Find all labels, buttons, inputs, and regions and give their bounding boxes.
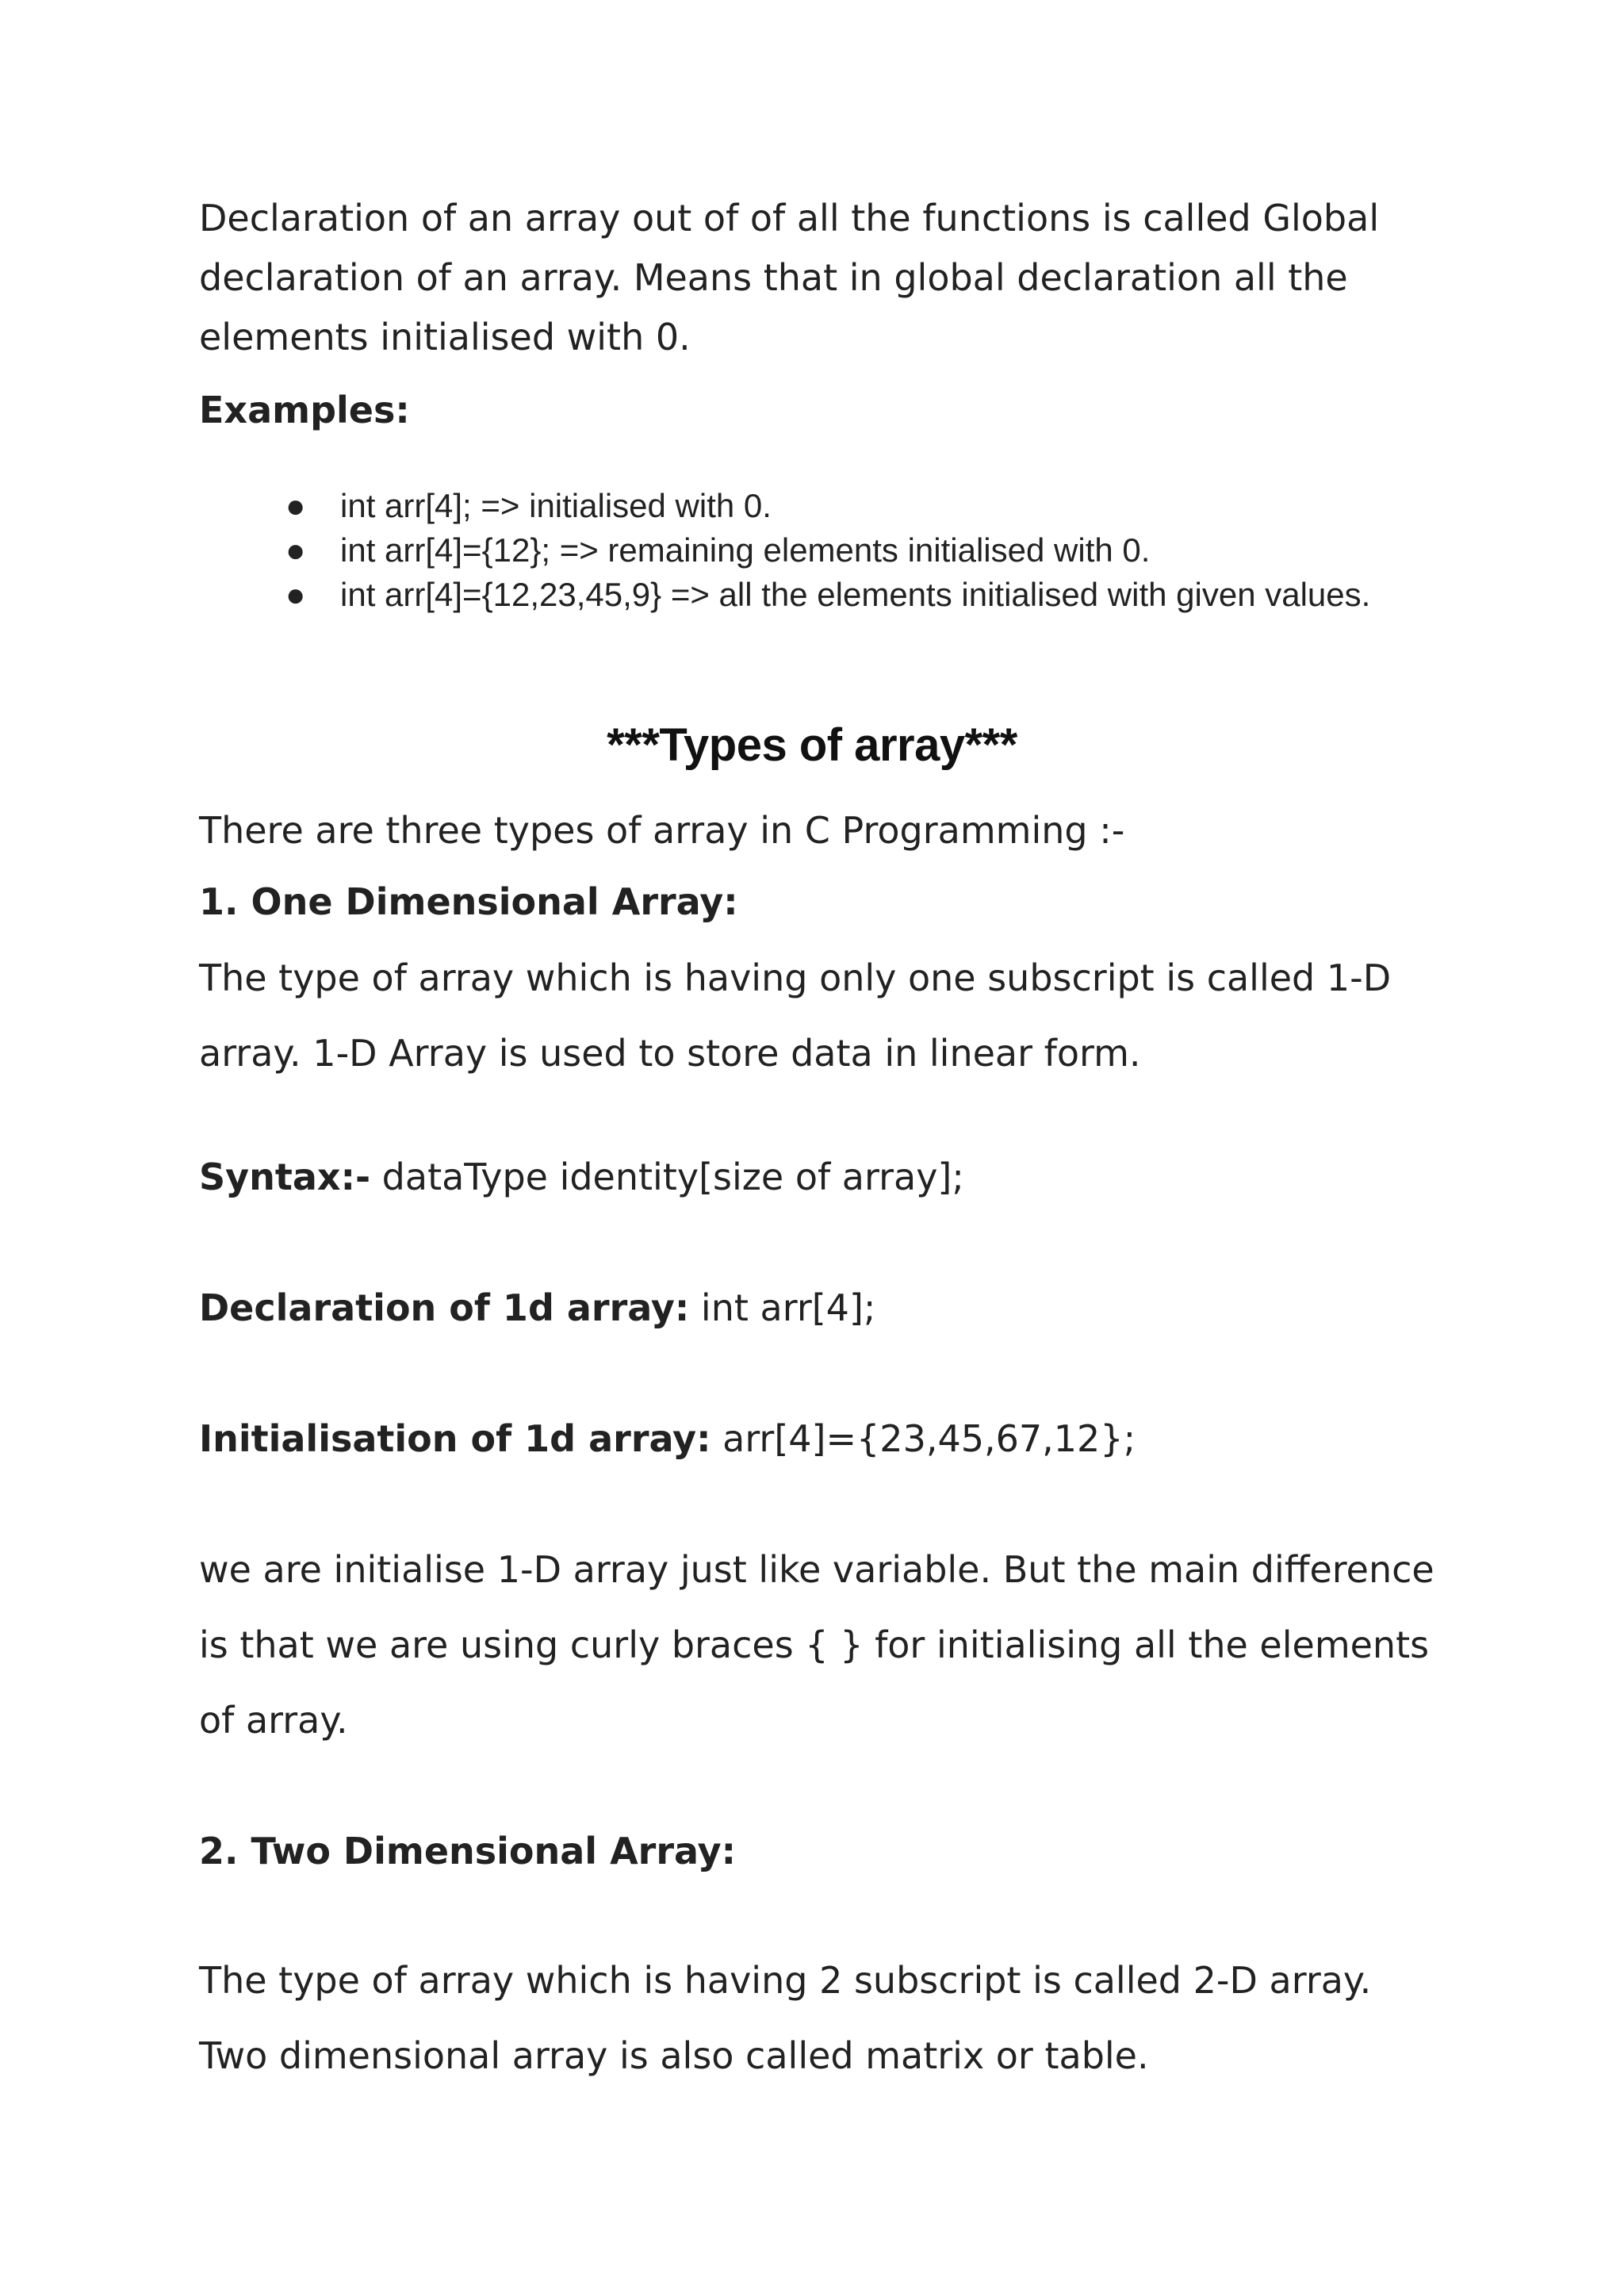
intro-line-1: Declaration of an array out of of all the functions is called Global <box>199 197 1380 240</box>
list-item <box>285 484 1427 528</box>
one-d-desc-line-2: array. 1-D Array is used to store data in linear form. <box>199 1032 1141 1075</box>
declaration-line <box>199 1278 1484 1338</box>
declaration-value: int arr[4]; <box>689 1286 876 1329</box>
initialisation-value: arr[4]={23,45,67,12}; <box>710 1417 1136 1460</box>
note-line-1: we are initialise 1-D array just like variable. But the main difference <box>199 1548 1434 1591</box>
syntax-label: Syntax:- <box>199 1156 371 1198</box>
examples-list <box>285 484 1427 617</box>
intro-line-2: declaration of an array. Means that in global declaration all the <box>199 256 1348 299</box>
two-d-description <box>199 1943 1484 2094</box>
bullet-icon: ● <box>285 487 306 524</box>
initialisation-line <box>199 1409 1484 1469</box>
one-d-description <box>199 941 1484 1091</box>
intro-paragraph <box>199 189 1484 367</box>
types-intro: There are three types of array in C Programming :- <box>199 809 1125 852</box>
one-d-note <box>199 1532 1484 1758</box>
one-d-desc-line-1: The type of array which is having only one subscript is called 1-D <box>199 956 1392 999</box>
two-d-desc-line-2: Two dimensional array is also called matrix or table. <box>199 2034 1149 2077</box>
syntax-line <box>199 1148 1484 1207</box>
intro-line-3: elements initialised with 0. <box>199 316 691 358</box>
example-text: int arr[4]; => initialised with 0. <box>340 487 772 524</box>
note-line-2: is that we are using curly braces { } for initialising all the elements <box>199 1623 1430 1666</box>
two-d-title: 2. Two Dimensional Array: <box>199 1830 737 1872</box>
bullet-icon: ● <box>285 576 306 613</box>
section-title: ***Types of array*** <box>607 719 1017 771</box>
initialisation-label: Initialisation of 1d array: <box>199 1417 711 1460</box>
list-item <box>285 528 1427 573</box>
one-d-title: 1. One Dimensional Array: <box>199 880 738 923</box>
syntax-value: dataType identity[size of array]; <box>370 1156 964 1198</box>
declaration-label: Declaration of 1d array: <box>199 1286 690 1329</box>
example-text: int arr[4]={12,23,45,9} => all the elements initialised with given values. <box>340 576 1371 613</box>
example-text: int arr[4]={12}; => remaining elements initialised with 0. <box>340 531 1151 569</box>
examples-label: Examples: <box>199 389 410 431</box>
two-d-desc-line-1: The type of array which is having 2 subscript is called 2-D array. <box>199 1959 1372 2002</box>
bullet-icon: ● <box>285 531 306 569</box>
list-item <box>285 573 1427 617</box>
note-line-3: of array. <box>199 1699 348 1742</box>
